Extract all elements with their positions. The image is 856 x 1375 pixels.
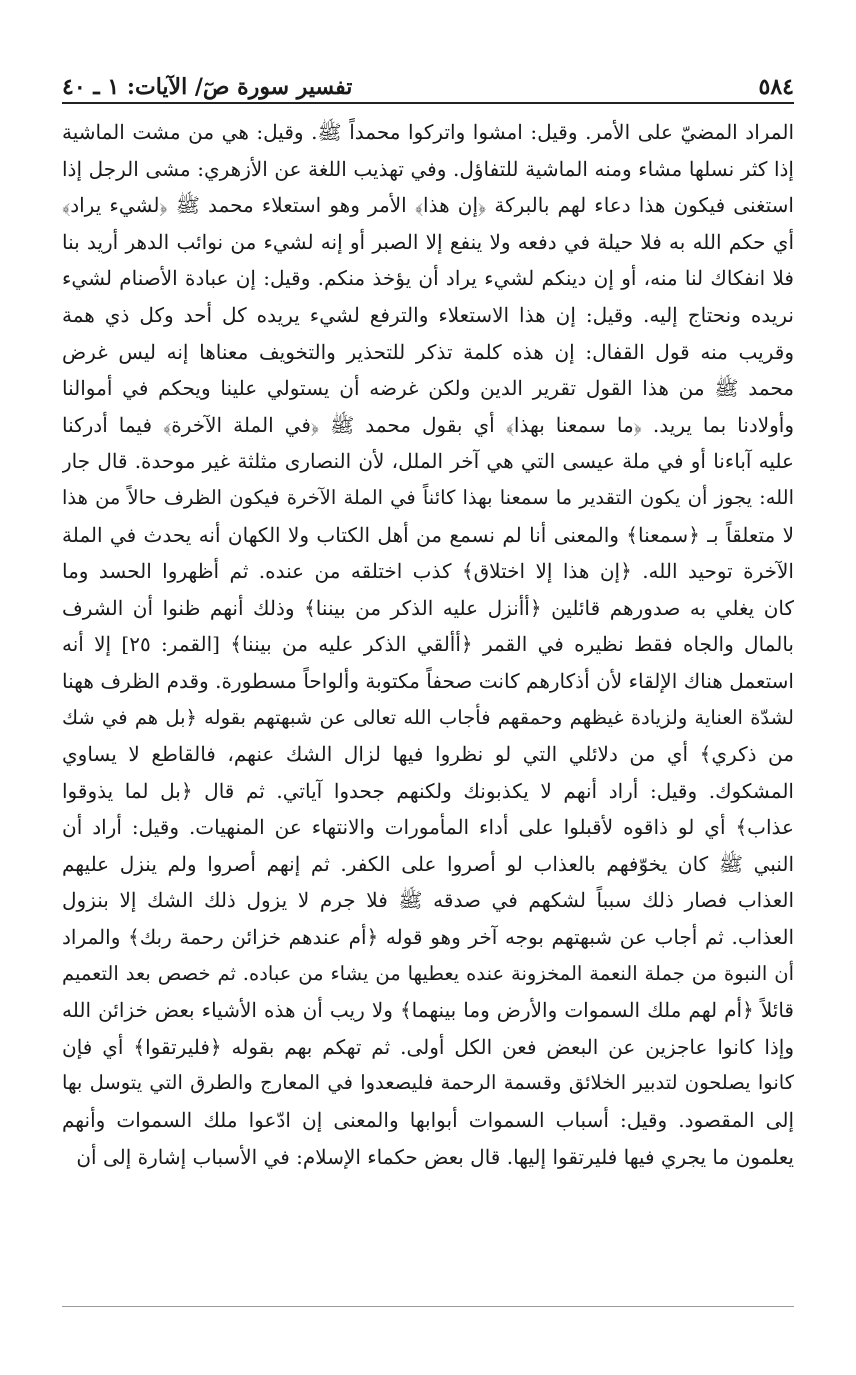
text-line: إلى المقصود. وقيل: أسباب السموات أبوابها والمعنى إن ادّعوا ملك السموات وأنهم xyxy=(62,1108,794,1133)
running-title: تفسير سورة صٓ/ الآيات: ١ ـ ٤٠ xyxy=(62,74,353,100)
text-line: عليه آباءنا أو في ملة عيسى التي هي آخر الملل، لأن النصارى مثلثة غير موحدة. قال جار xyxy=(62,449,794,474)
page-number: ٥٨٤ xyxy=(758,74,794,100)
text-line: النبي ﷺ كان يخوّفهم بالعذاب لو أصروا على الكفر. ثم إنهم أصروا ولم ينزل عليهم xyxy=(62,851,794,876)
text-line: لا متعلقاً بـ ﴿سمعنا﴾ والمعنى أنا لم نسمع من أهل الكتاب ولا الكهان أنه يحدث في الملة xyxy=(62,522,794,547)
text-line: لشدّة العناية ولزيادة غيظهم وحمقهم فأجاب الله تعالى عن شبهتهم بقوله ﴿بل هم في شك xyxy=(62,705,794,729)
text-line: محمد ﷺ من هذا القول تقرير الدين ولكن غرضه أن يستولي علينا ويحكم في أموالنا xyxy=(62,376,794,401)
text-line: استغنى فيكون هذا دعاء لهم بالبركة ﴿إن هذا﴾ الأمر وهو استعلاء محمد ﷺ ﴿لشيء يراد﴾ xyxy=(62,193,794,218)
text-line: فلا انفكاك لنا منه، أو إن دينكم لشيء يراد أن يؤخذ منكم. وقيل: إن عبادة الأصنام لشيء xyxy=(62,266,794,291)
text-line: بالمال والجاه فقط نظيره في القمر ﴿أألقي الذكر عليه من بيننا﴾ [القمر: ٢٥] إلا أنه xyxy=(62,632,794,657)
text-line: العذاب. ثم أجاب عن شبهتهم بوجه آخر وهو قوله ﴿أم عندهم خزائن رحمة ربك﴾ والمراد xyxy=(62,925,794,950)
text-line: وإذا كانوا عاجزين عن البعض فعن الكل أولى. ثم تهكم بهم بقوله ﴿فليرتقوا﴾ أي فإن xyxy=(62,1034,794,1059)
text-line: قائلاً ﴿أم لهم ملك السموات والأرض وما بينهما﴾ ولا ريب أن هذه الأشياء بعض خزائن الله xyxy=(62,998,794,1023)
text-line: العذاب فصار ذلك سبباً لشكهم في صدقه ﷺ فلا جرم لا يزول ذلك الشك إلا بنزول xyxy=(62,888,794,913)
text-line: استعمل هناك الإلقاء لأن أذكارهم كانت صحفاً مكتوبة وألواحاً مسطورة. وقدم الظرف ههنا xyxy=(62,668,794,693)
text-line: المراد المضيّ على الأمر. وقيل: امشوا واتركوا محمداً ﷺ. وقيل: هي من مشت الماشية xyxy=(62,120,794,144)
text-line: كانوا يصلحون لتدبير الخلائق وقسمة الرحمة فليصعدوا في المعارج والطرق التي يتوسل بها xyxy=(62,1071,794,1095)
text-line: أي حكم الله به فلا حيلة في دفعه ولا ينفع إلا الصبر أو إنه لشيء من نوائب الدهر أريد بنا xyxy=(62,229,794,254)
text-line: إذا كثر نسلها مشاء ومنه الماشية للتفاؤل. وفي تهذيب اللغة عن الأزهري: مشى الرجل إذا xyxy=(62,156,794,181)
text-line: الآخرة توحيد الله. ﴿إن هذا إلا اختلاق﴾ كذب اختلقه من عنده. ثم أظهروا الحسد وما xyxy=(62,559,794,584)
text-line: أن النبوة من جملة النعمة المخزونة عنده يعطيها من يشاء من عباده. ثم خصص بعد التعميم xyxy=(62,961,794,985)
text-line: وقريب منه قول القفال: إن هذه كلمة تذكر للتحذير والتخويف معناها إنه ليس غرض xyxy=(62,339,794,364)
text-line: من ذكري﴾ أي من دلائلي التي لو نظروا فيها لزال الشك عنهم، فالقاطع لا يساوي xyxy=(62,742,794,767)
text-line: الله: يجوز أن يكون التقدير ما سمعنا بهذا كائناً في الملة الآخرة فيكون الظرف حالاً من هذا xyxy=(62,485,794,509)
text-line: عذاب﴾ أي لو ذاقوه لأقبلوا على أداء المأمورات والانتهاء عن المنهيات. وقيل: أراد أن xyxy=(62,815,794,840)
text-line: المشكوك. وقيل: أراد أنهم لا يكذبونك ولكنهم جحدوا آياتي. ثم قال ﴿بل لما يذوقوا xyxy=(62,778,794,803)
text-line: كان يغلي به صدورهم قائلين ﴿أأنزل عليه الذكر من بيننا﴾ وذلك أنهم ظنوا أن الشرف xyxy=(62,595,794,620)
header-rule xyxy=(62,102,794,104)
text-line: يعلمون ما يجري فيها فليرتقوا إليها. قال بعض حكماء الإسلام: في الأسباب إشارة إلى أن xyxy=(76,1144,794,1169)
text-line: وأولادنا بما يريد. ﴿ما سمعنا بهذا﴾ أي بقول محمد ﷺ ﴿في الملة الآخرة﴾ فيما أدركنا xyxy=(62,412,794,437)
text-line: نريده ونحتاج إليه. وقيل: إن هذا الاستعلاء والترفع لشيء يريده كل أحد وكل ذي همة xyxy=(62,302,794,327)
running-head xyxy=(62,58,794,100)
body-text xyxy=(62,114,794,1175)
footer-rule xyxy=(62,1306,794,1307)
